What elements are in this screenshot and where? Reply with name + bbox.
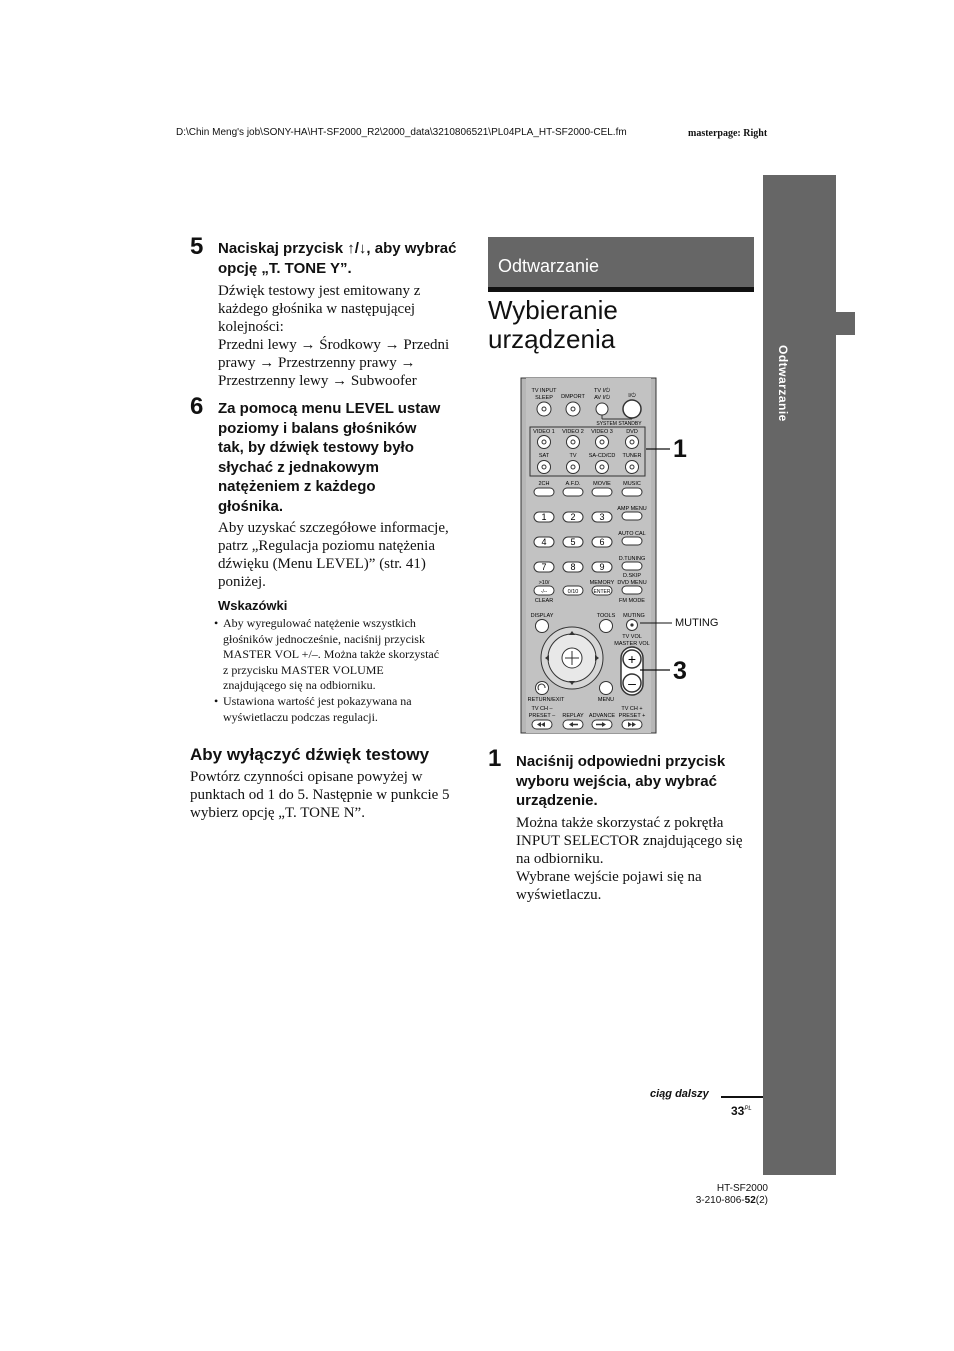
tip-1-line: z przycisku MASTER VOLUME (223, 662, 384, 677)
label-afd: A.F.D. (565, 481, 581, 487)
digit-6-label: 6 (599, 537, 605, 547)
step-5-body (218, 282, 468, 390)
label-av-power: AV I/⏻ (594, 395, 610, 401)
fm-mode-button (622, 586, 642, 594)
step-6-heading (218, 399, 468, 516)
step-5-body-line: Przedni lewy → Środkowy → Przedni (218, 337, 450, 353)
label-tv-power: TV I/⏻ (594, 388, 610, 394)
2ch-button (534, 488, 554, 496)
digit-3-label: 3 (599, 512, 605, 522)
step-6-heading-line: tak, by dźwięk testowy było (218, 439, 414, 456)
label-movie: MOVIE (593, 481, 611, 487)
footer-code-suffix: (2) (755, 1195, 768, 1206)
label-music: MUSIC (623, 481, 641, 487)
digit-2-label: 2 (570, 512, 576, 522)
remote-control-illustration (520, 377, 657, 734)
label-return-exit: RETURN/EXIT (527, 697, 565, 703)
section-band-label: Odtwarzanie (498, 256, 600, 276)
label-advance: ADVANCE (588, 713, 616, 719)
movie-button (592, 488, 612, 496)
tip-bullet: • (214, 694, 219, 708)
callout-muting-label: MUTING (675, 617, 719, 629)
page-number-value: 33 (731, 1104, 745, 1118)
step-1-body-line: na odbiorniku. (516, 851, 604, 867)
step-6-body-line: poniżej. (218, 574, 266, 590)
label-ten: >10/ (538, 580, 550, 586)
step-1-body (516, 814, 761, 904)
step-6-heading-line: poziomy i balans głośników (218, 419, 417, 437)
video1-button (538, 436, 551, 449)
callout-lines (640, 420, 700, 680)
label-d-tuning: D.TUNING (618, 556, 646, 562)
label-fm-mode: FM MODE (619, 598, 645, 604)
page-title-line: Wybieranie (488, 295, 618, 325)
label-zero: 0/10 (567, 589, 579, 595)
amp-menu-button (622, 512, 642, 520)
label-enter: ENTER (593, 589, 611, 595)
step-6-number: 6 (190, 393, 204, 420)
step-6-body (218, 519, 468, 591)
muting-button-dot (630, 623, 633, 626)
music-button (622, 488, 642, 496)
label-tv-vol: TV VOL (622, 634, 642, 640)
step-1-heading-line: wyboru wejścia, aby wybrać (516, 772, 717, 790)
label-tv: TV (569, 453, 577, 459)
step-1-body-line: INPUT SELECTOR znajdującego się (516, 833, 743, 849)
return-button (536, 682, 549, 695)
step-1-heading-line: urządzenie. (516, 792, 598, 809)
dvd-button (626, 436, 639, 449)
label-auto-cal: AUTO CAL (618, 531, 646, 537)
step-5-body-line: Dźwięk testowy jest emitowany z (218, 283, 421, 299)
auto-cal-button (622, 537, 642, 545)
step-1-body-line: Można także skorzystać z pokrętła (516, 815, 724, 831)
volume-plus-label: + (627, 651, 637, 667)
step-6-heading-line: słychać z jednakowym (218, 458, 379, 476)
section-rule (488, 287, 754, 292)
label-menu: MENU (597, 697, 615, 703)
label-tv-ch-plus: TV CH + (621, 706, 643, 712)
tips-heading: Wskazówki (218, 598, 288, 613)
afd-button (563, 488, 583, 496)
power-button (623, 400, 641, 418)
label-sleep: SLEEP (535, 395, 553, 401)
digit-5-label: 5 (570, 537, 576, 547)
dmport-button (566, 402, 580, 416)
side-tab-notch (836, 312, 855, 335)
side-tab (763, 175, 836, 1175)
digit-7-label: 7 (541, 562, 547, 572)
label-video3: VIDEO 3 (591, 429, 613, 435)
label-preset-plus: PRESET + (618, 713, 646, 719)
step-6-body-line: patrz „Regulacja poziomu natężenia (218, 538, 435, 554)
sleep-button (537, 402, 551, 416)
label-sacd: SA-CD/CD (588, 453, 616, 459)
label-dash: -/-- (540, 589, 548, 595)
label-system-standby: SYSTEM STANDBY (596, 421, 642, 427)
label-preset-minus: PRESET – (528, 713, 556, 719)
step-6-body-line: dźwięku (Menu LEVEL)” (str. 41) (218, 556, 426, 572)
subsection-body-line: punktach od 1 do 5. Następnie w punkcie 5 (190, 787, 450, 803)
label-tools: TOOLS (596, 613, 616, 619)
label-video1: VIDEO 1 (533, 429, 555, 435)
label-tv-input: TV INPUT (531, 388, 557, 394)
footer-model: HT-SF2000 (716, 1183, 768, 1194)
step-1-body-line: Wybrane wejście pojawi się na (516, 869, 702, 885)
header-masterpage: masterpage: Right (688, 128, 768, 139)
tip-2-line: Ustawiona wartość jest pokazywana na (223, 694, 412, 708)
subsection-heading: Aby wyłączyć dźwięk testowy (190, 745, 430, 764)
display-button (536, 620, 549, 633)
label-video2: VIDEO 2 (562, 429, 584, 435)
label-sat: SAT (538, 453, 550, 459)
label-d-skip: D.SKIP (622, 573, 642, 579)
tip-1-line: głośników jednocześnie, naciśnij przycisk (223, 631, 425, 646)
page-number (731, 1104, 752, 1118)
step-1-heading (516, 752, 761, 811)
subsection-body-line: wybierz opcję „T. TONE N”. (190, 805, 365, 821)
label-clear: CLEAR (534, 598, 554, 604)
digit-8-label: 8 (570, 562, 576, 572)
step-5-body-line: Przestrzenny lewy → Subwoofer (218, 373, 417, 389)
subsection-body (190, 768, 470, 822)
sat-button (538, 461, 551, 474)
step-6-heading-line: Za pomocą menu LEVEL ustaw (218, 400, 441, 417)
tools-button (600, 620, 613, 633)
tip-bullet: • (214, 616, 219, 630)
label-2ch: 2CH (538, 481, 550, 487)
footer-code (650, 1195, 768, 1207)
step-6-heading-line: natężeniem z każdego (218, 478, 376, 495)
continued-rule (721, 1096, 763, 1098)
footer-code-bold: 52 (744, 1195, 756, 1206)
tip-1 (214, 616, 468, 694)
page-title (488, 296, 758, 354)
label-replay: REPLAY (562, 713, 584, 719)
step-1-heading-line: Naciśnij odpowiedni przycisk (516, 753, 726, 770)
tip-1-line: znajdującego się na odbiorniku. (223, 678, 376, 692)
volume-minus-label: – (628, 675, 636, 691)
tip-1-line: Aby wyregulować natężenie wszystkich (223, 616, 416, 630)
footer-code-prefix: 3-210-806- (695, 1195, 745, 1206)
step-5-number: 5 (190, 233, 204, 260)
video2-button (567, 436, 580, 449)
sacd-button (596, 461, 609, 474)
video3-button (596, 436, 609, 449)
label-amp-menu: AMP MENU (617, 506, 647, 512)
step-1-body-line: wyświetlaczu. (516, 887, 602, 903)
continued-label: ciąg dalszy (650, 1088, 709, 1100)
label-tuner: TUNER (622, 453, 642, 459)
label-master-vol: MASTER VOL (614, 641, 650, 647)
label-dmport: DMPORT (561, 394, 585, 400)
label-power: I/⏻ (628, 393, 636, 399)
step-5-heading: Naciskaj przycisk ↑/↓, aby wybrać opcję „T. TONE Y”. (218, 240, 457, 277)
page-number-suffix: PL (744, 1106, 752, 1112)
step-5-body-line: każdego głośnika w następującej (218, 301, 416, 317)
tip-2 (214, 694, 468, 725)
tip-2-line: wyświetlaczu podczas regulacji. (223, 709, 378, 724)
tuner-button (626, 461, 639, 474)
subsection-body-line: Powtórz czynności opisane powyżej w (190, 769, 423, 785)
digit-9-label: 9 (599, 562, 605, 572)
callout-1-number: 1 (673, 435, 687, 463)
d-tuning-button (622, 562, 642, 570)
step-6-body-line: Aby uzyskać szczegółowe informacje, (218, 520, 449, 536)
callout-3-number: 3 (673, 657, 687, 685)
page-title-line: urządzenia (488, 324, 616, 354)
av-power-button (596, 403, 608, 415)
digit-1-label: 1 (541, 512, 547, 522)
label-memory: MEMORY (589, 580, 615, 586)
label-tv-ch-minus: TV CH – (531, 706, 553, 712)
header-file-path: D:\Chin Meng's job\SONY-HA\HT-SF2000_R2\2000_data\3210806521\PL04PLA_HT-SF2000-CEL.fm (176, 127, 627, 138)
label-display: DISPLAY (530, 613, 554, 619)
footer-model-code (650, 1183, 768, 1207)
digit-4-label: 4 (541, 537, 547, 547)
tv-button (567, 461, 580, 474)
side-tab-label: Odtwarzanie (776, 345, 790, 422)
label-dvd-menu: DVD MENU (617, 580, 647, 586)
label-muting: MUTING (623, 613, 645, 619)
label-dvd: DVD (626, 429, 638, 435)
step-5-body-line: prawy → Przestrzenny prawy → (218, 355, 416, 371)
menu-button (600, 682, 613, 695)
step-1-number: 1 (488, 745, 502, 772)
step-6-heading-line: głośnika. (218, 497, 284, 515)
step-5-body-line: kolejności: (218, 319, 284, 335)
tip-1-line: MASTER VOL +/–. Można także skorzystać (223, 647, 440, 661)
